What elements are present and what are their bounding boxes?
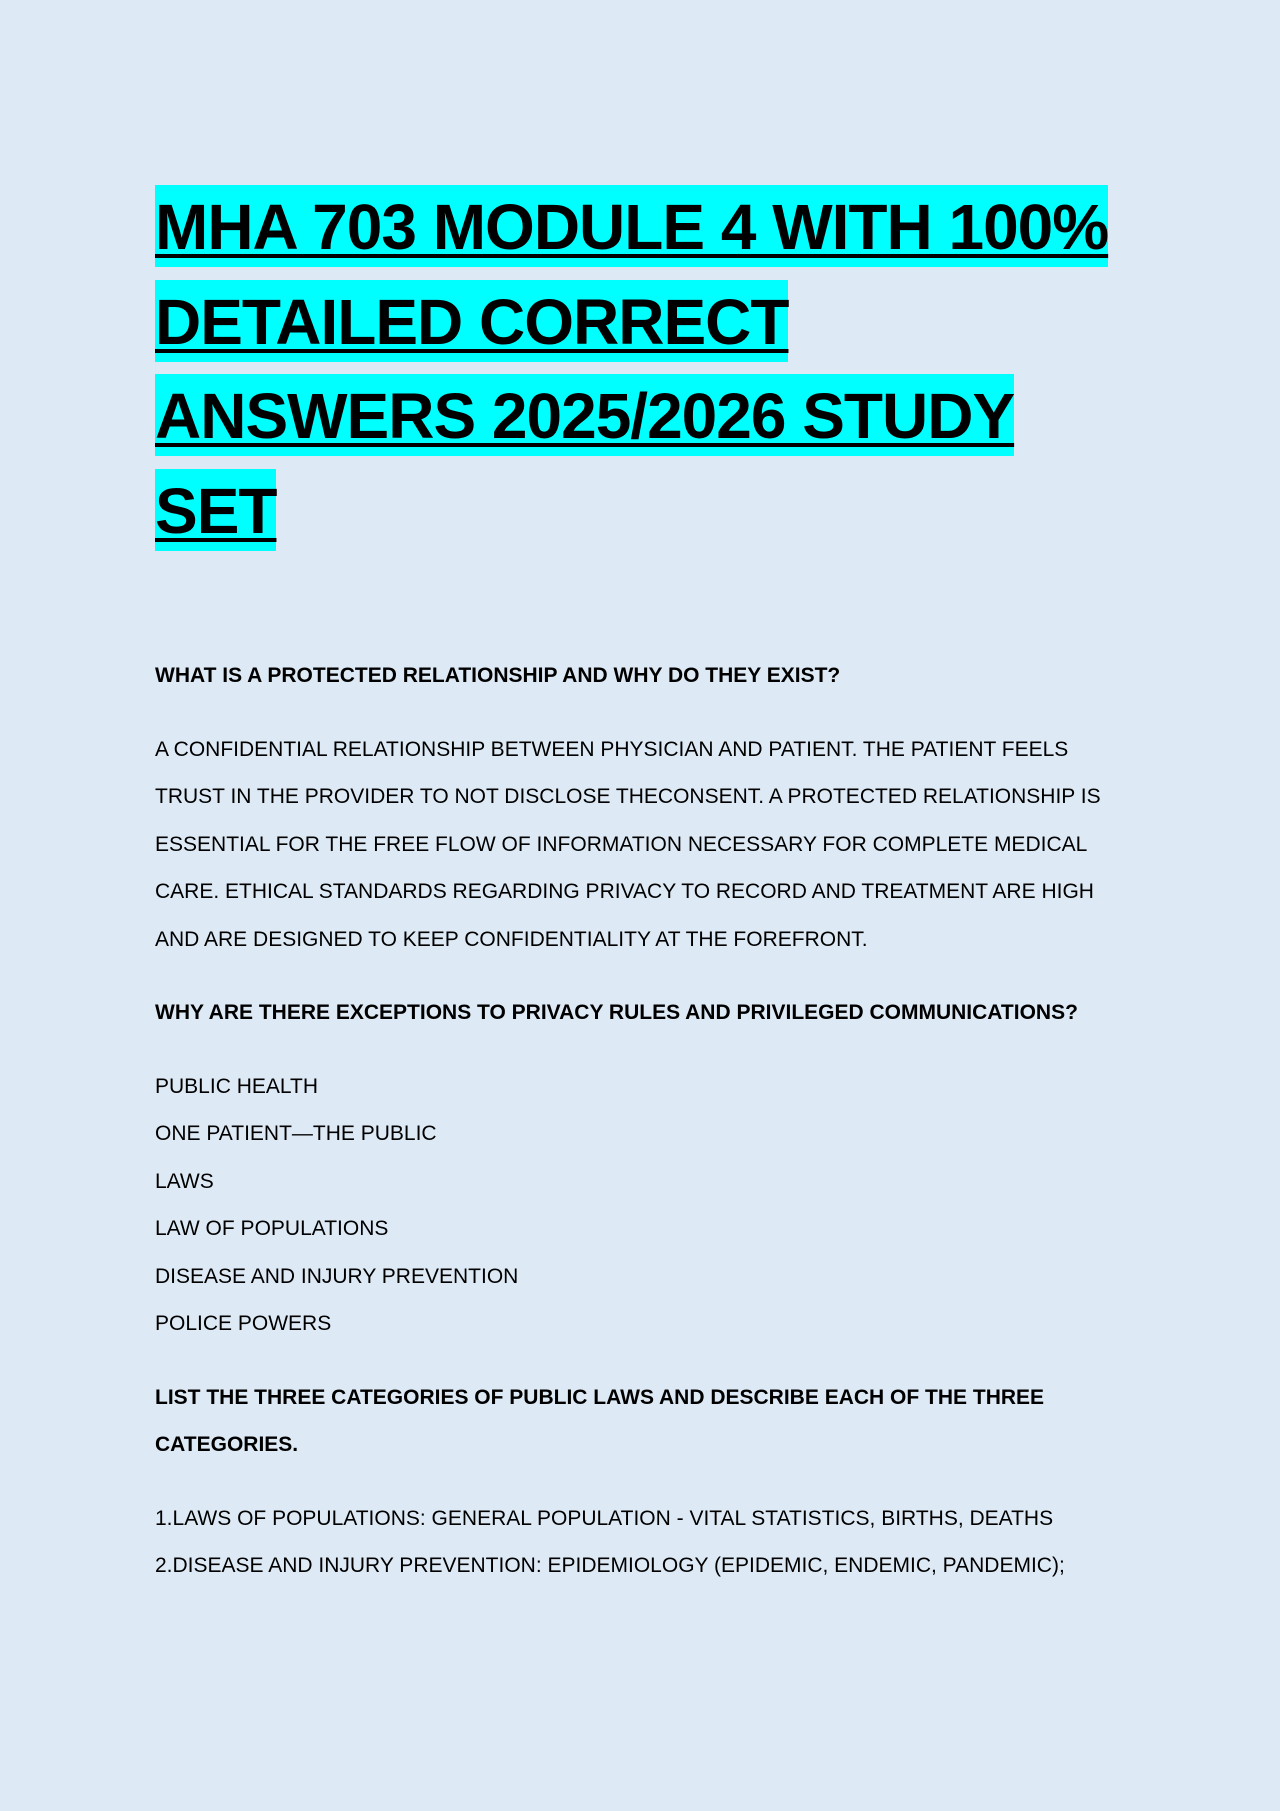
- answer-item: PUBLIC HEALTH: [155, 1074, 318, 1098]
- answer-item: LAW OF POPULATIONS: [155, 1217, 389, 1240]
- answer-item: 1.LAWS OF POPULATIONS: GENERAL POPULATION - VITAL STATISTICS, BIRTHS, DEATHS: [155, 1506, 1054, 1530]
- qa-section-2: [155, 989, 1115, 1348]
- answer-item: 2.DISEASE AND INJURY PREVENTION: EPIDEMIOLOGY (EPIDEMIC, ENDEMIC, PANDEMIC);: [155, 1554, 1065, 1577]
- answer-list: [155, 1063, 1115, 1348]
- qa-section-1: [155, 652, 1115, 963]
- answer-paragraph: A CONFIDENTIAL RELATIONSHIP BETWEEN PHYSICIAN AND PATIENT. THE PATIENT FEELS TRUST IN THE PROVIDER TO NOT DISCLOSE THECONSENT. A PROTECTED RELATIONSHIP IS ESSENTIAL FOR THE FREE FLOW OF INFORMATION NECESSARY FOR COMPLETE MEDICAL CARE. ETHICAL STANDARDS REGARDING PRIVACY TO RECORD AND TREATMENT ARE HIGH AND ARE DESIGNED TO KEEP CONFIDENTIALITY AT THE FOREFRONT.: [155, 737, 1101, 951]
- answer-item: LAWS: [155, 1169, 214, 1193]
- question-heading: WHAT IS A PROTECTED RELATIONSHIP AND WHY DO THEY EXIST?: [155, 664, 841, 687]
- title-highlight: MHA 703 MODULE 4 WITH 100% DETAILED CORRECT ANSWERS 2025/2026 STUDY SET: [155, 185, 1108, 551]
- answer-item: DISEASE AND INJURY PREVENTION: [155, 1264, 519, 1288]
- document-body: [155, 180, 1115, 1590]
- question-heading: WHY ARE THERE EXCEPTIONS TO PRIVACY RULES AND PRIVILEGED COMMUNICATIONS?: [155, 1001, 1078, 1024]
- document-title: [155, 180, 1115, 558]
- answer-item: POLICE POWERS: [155, 1312, 332, 1335]
- question-heading: LIST THE THREE CATEGORIES OF PUBLIC LAWS AND DESCRIBE EACH OF THE THREE CATEGORIES.: [155, 1385, 1045, 1456]
- answer-list: [155, 1495, 1115, 1590]
- answer-item: ONE PATIENT—THE PUBLIC: [155, 1122, 437, 1145]
- qa-section-3: [155, 1374, 1115, 1590]
